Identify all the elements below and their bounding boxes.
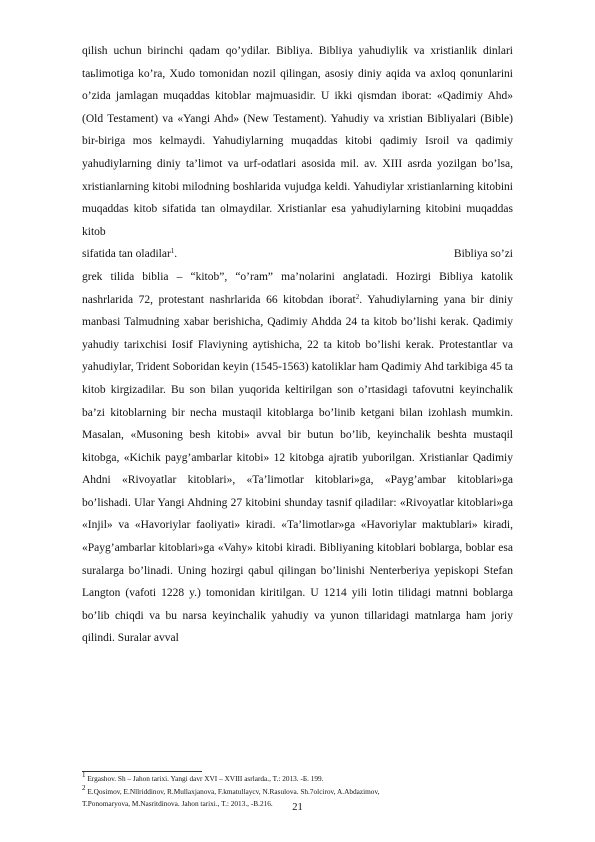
paragraph-2-text-b: . Yahudiylarning yana bir diniy manbasi Talmudning xabar berishicha, Qadimiy Ahdda 24 ta kitob bo’lishi kerak. Qadimiy yahudiy tarixchisi Iosif Flaviyning aytishicha, 22 ta kitob bo’lishi kerak. Protestantlar va yahudiylar, Trident Soboridan keyin (1545-1563) katoliklar ham Qadimiy Ahd tarkibiga 45 ta kitob kirgizadilar. Bu son bilan yuqorida keltirilgan son o’rtasidagi tafovutni keyinchalik ba’zi kitoblarning bir necha mustaqil kitoblarga bo’linib ketgani bilan izohlash mumkin. Masalan, «Musoning besh kitobi» avval bir butun bo’lib, keyinchalik beshta mustaqil kitobga, «Kichik payg’ambarlar kitobi» 12 kitobga ajratib yuborilgan. Xristianlar Qadimiy Ahdni «Rivoyatlar kitoblari», «Ta’limotlar kitoblari»ga, «Payg’ambar kitoblari»ga bo’lishadi. Ular Yangi Ahdning 27 kitobini shunday tasnif qiladilar: «Rivoyatlar kitoblari»ga «Injil» va «Havoriylar faoliyati» kiradi. «Ta’limotlar»ga «Havoriylar maktublari» kiradi, «Payg’ambarlar kitoblari»ga «Vahy» kitobi kiradi. Bibliyaning kitoblari boblarga, boblar esa suralarga bo’linadi. Uning hozirgi qabul qilingan bo’linishi Nenterberiya yepiskopi Stefan Langton (vafoti 1228 y.) tomonidan kiritilgan. U 1214 yili lotin tilidagi matnni boblarga bo’lib chiqdi va bu narsa keyinchalik yahudiy va yunon tillaridagi matnlarga ham joriy qilindi. Suralar avval [82, 293, 514, 645]
footnote-ref-2: 2 [355, 292, 360, 301]
split-line-right: Bibliya so’zi [453, 248, 513, 261]
footnote-ref-1: 1 [170, 247, 175, 256]
footnote-2 [82, 783, 513, 799]
footnote-2-text-line1: E.Qosimov, E.Nllriddinov, R.Mullaxjanova, F.kmatullaycv, N.Rasulova. Sh.7olcirov, A.Abdazimov, [85, 786, 380, 796]
footnote-1-text: Ergashov. Sh – Jahon tarixi. Yangi davr XVI – XVIII asrlarda., T.: 2013. -Б. 199. [85, 774, 324, 783]
paragraph-2-text-a: grek tilida biblia – “kitob”, “o’ram” ma’nolarini anglatadi. Hozirgi Bibliya katolik nashrlarida 72, protestant nashrlarida 66 kitobdan iborat [82, 270, 513, 306]
split-line-left: sifatida tan oladilar$^1$. [82, 247, 178, 261]
footnote-2-text-line2: T.Ponomaryova, M.Nasritdinova. Jahon tarixi., T.: 2013., -B.216. [82, 799, 273, 808]
paragraph-1-text: qilish uchun birinchi qadam qo’ydilar. Bibliya. Bibliya yahudiylik va xristianlik dinlari taьlimotiga ko’ra, Xudo tomonidan nozil qilingan, asosiy diniy aqida va axloq qonunlarini o’zida jamlagan muqaddas kitoblar majmuasidir. U ikki qismdan iborat: «Qadimiy Ahd» (Old Testament) va «Yangi Ahd» (New Testament). Yahudiy va xristian Bibliyalari (Bible) bir-biriga mos kelmaydi. Yahudiylarning muqaddas kitobi qadimiy Isroil va qadimiy yahudiylarning diniy ta’limot va urf-odatlari asosida mil. av. XIII asrda yozilgan bo’lsa, xristianlarning kitobi milodning boshlarida vujudga keldi. Yahudiylar xristianlarning kitobini muqaddas kitob sifatida tan olmaydilar. Xristianlar esa yahudiylarning kitobini muqaddas kitob [82, 45, 513, 238]
page-number: 21 [292, 802, 303, 813]
paragraph-1 [82, 40, 513, 243]
split-line [82, 243, 513, 266]
footnote-1 [82, 773, 513, 786]
body-text [82, 40, 513, 650]
footnote-2-number: 2 [82, 783, 86, 792]
footnote-1-number: 1 [82, 771, 86, 779]
footnote-divider [82, 771, 202, 772]
paragraph-2 [82, 266, 513, 650]
